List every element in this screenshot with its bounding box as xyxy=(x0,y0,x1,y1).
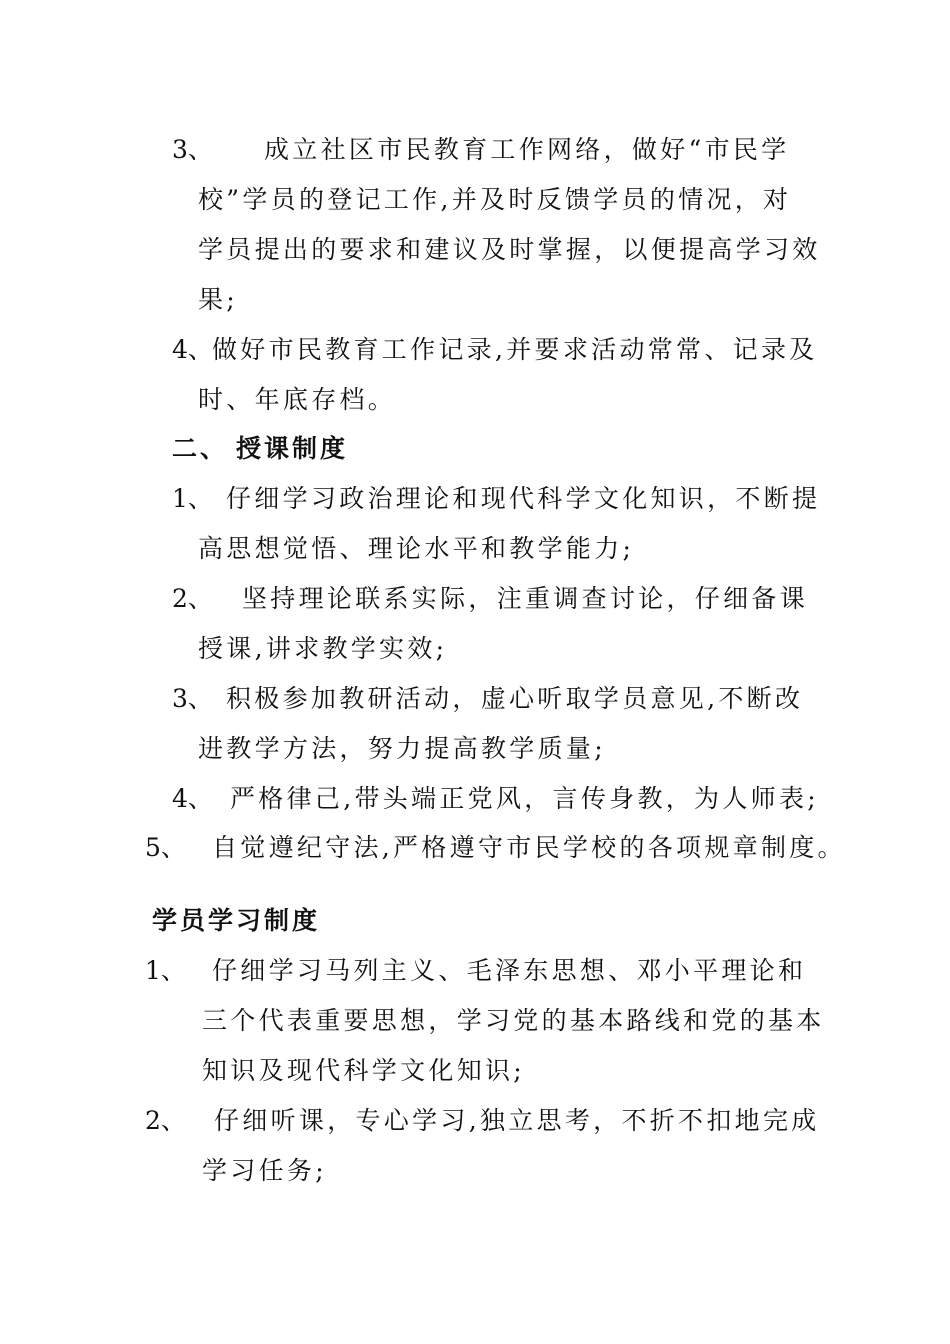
item-number: 2、 xyxy=(172,584,213,613)
item-number: 1、 xyxy=(172,484,213,513)
item-text-line: 成立社区市民教育工作网络，做好“市民学 xyxy=(264,135,790,164)
item-text-line: 高思想觉悟、理论水平和教学能力; xyxy=(198,534,635,563)
item-text-line: 积极参加教研活动，虚心听取学员意见,不断改 xyxy=(226,684,804,713)
item-number: 3、 xyxy=(172,684,213,713)
item-text-line: 自觉遵纪守法,严格遵守市民学校的各项规章制度。 xyxy=(212,833,846,862)
item-text-line: 校”学员的登记工作,并及时反馈学员的情况，对 xyxy=(198,185,792,214)
item-text-line: 三个代表重要思想，学习党的基本路线和党的基本 xyxy=(202,1006,825,1035)
item-text-line: 严格律己,带头端正党风，言传身教，为人师表; xyxy=(230,784,819,813)
item-number: 2、 xyxy=(145,1106,186,1135)
item-text-line: 仔细学习政治理论和现代科学文化知识，不断提 xyxy=(226,484,821,513)
item-number: 4、 xyxy=(172,335,213,364)
section-number: 二、 xyxy=(172,434,229,463)
item-text-line: 仔细听课，专心学习,独立思考，不折不扣地完成 xyxy=(214,1106,820,1135)
section-title: 授课制度 xyxy=(236,434,349,463)
item-text-line: 果; xyxy=(198,285,239,314)
item-text-line: 时、年底存档。 xyxy=(198,385,397,414)
item-text-line: 知识及现代科学文化知识; xyxy=(202,1056,526,1085)
item-text-line: 进教学方法，努力提高教学质量; xyxy=(198,734,606,763)
section-title: 学员学习制度 xyxy=(152,906,321,935)
item-number: 5、 xyxy=(145,833,186,862)
item-number: 3、 xyxy=(172,135,213,164)
item-text-line: 学员提出的要求和建议及时掌握，以便提高学习效 xyxy=(198,235,821,264)
item-text-line: 坚持理论联系实际，注重调查讨论，仔细备课 xyxy=(242,584,809,613)
item-text-line: 做好市民教育工作记录,并要求活动常常、记录及 xyxy=(212,335,818,364)
item-number: 1、 xyxy=(145,956,186,985)
item-text-line: 学习任务; xyxy=(202,1156,327,1185)
item-text-line: 仔细学习马列主义、毛泽东思想、邓小平理论和 xyxy=(212,956,807,985)
item-number: 4、 xyxy=(172,784,213,813)
item-text-line: 授课,讲求教学实效; xyxy=(198,634,448,663)
